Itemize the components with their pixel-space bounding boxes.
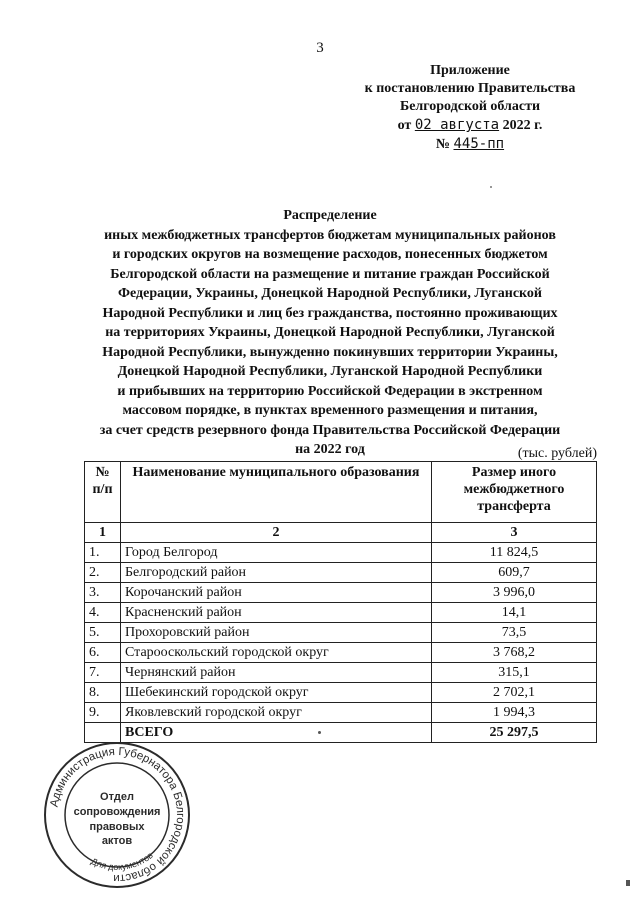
row-amount: 73,5 <box>432 623 597 643</box>
row-number: 7. <box>85 663 121 683</box>
row-municipality: Город Белгород <box>121 543 432 563</box>
header-transfer-amount: Размер иного межбюджетного трансферта <box>432 462 597 523</box>
row-number: 1. <box>85 543 121 563</box>
row-amount: 2 702,1 <box>432 683 597 703</box>
row-number: 2. <box>85 563 121 583</box>
row-amount: 609,7 <box>432 563 597 583</box>
header-municipality: Наименование муниципального образования <box>121 462 432 523</box>
row-municipality: Прохоровский район <box>121 623 432 643</box>
row-amount: 11 824,5 <box>432 543 597 563</box>
stamp-center-line: правовых <box>89 821 145 833</box>
stamp-ring-text: Администрация Губернатора Белгородской области <box>48 745 187 885</box>
row-municipality: Корочанский район <box>121 583 432 603</box>
stamp-center-line: Отдел <box>100 791 134 803</box>
row-number: 9. <box>85 703 121 723</box>
title-line: за счет средств резервного фонда Правительства Российской Федерации <box>99 422 561 438</box>
header-number: № п/п <box>85 462 121 523</box>
total-label: ВСЕГО <box>121 723 432 743</box>
row-amount: 315,1 <box>432 663 597 683</box>
table-row <box>85 663 597 683</box>
row-number: 6. <box>85 643 121 663</box>
official-stamp <box>42 740 192 890</box>
appendix-line-2: Белгородской области <box>399 99 541 114</box>
units-label: (тыс. рублей) <box>517 446 597 461</box>
row-amount: 14,1 <box>432 603 597 623</box>
speck-mark <box>318 731 321 734</box>
stamp-center-line: актов <box>101 835 133 847</box>
title-line: и прибывших на территорию Российской Федерации в экстренном <box>117 383 543 399</box>
row-number: 8. <box>85 683 121 703</box>
appendix-date <box>330 116 610 135</box>
table-row <box>85 583 597 603</box>
date-suffix: 2022 г. <box>502 118 543 133</box>
stamp-graphic <box>42 740 192 890</box>
row-amount: 3 768,2 <box>432 643 597 663</box>
title-line: массовом порядке, в пунктах временного размещения и питания, <box>122 403 538 418</box>
number-handwritten: 445-пп <box>453 136 505 152</box>
document-title <box>60 206 600 460</box>
title-line: на территориях Украины, Донецкой Народной Республики, Луганской <box>105 325 555 340</box>
stamp-center-line: сопровождения <box>73 806 161 818</box>
title-line: иных межбюджетных трансфертов бюджетам муниципальных районов <box>104 227 556 243</box>
table-row <box>85 563 597 583</box>
table-row <box>85 623 597 643</box>
row-number: 3. <box>85 583 121 603</box>
table-row <box>85 603 597 623</box>
appendix-block <box>330 62 610 154</box>
date-prefix: от <box>397 118 412 133</box>
title-line: Федерации, Украины, Донецкой Народной Республики, Луганской <box>117 286 542 301</box>
speck-mark <box>626 880 630 886</box>
title-line: и городских округов на возмещение расходов, понесенных бюджетом <box>112 247 548 262</box>
date-handwritten: 02 августа <box>414 117 500 133</box>
distribution-table <box>84 461 597 743</box>
number-prefix: № <box>435 137 450 152</box>
row-amount: 1 994,3 <box>432 703 597 723</box>
table-row <box>85 703 597 723</box>
title-line: Донецкой Народной Республики, Луганской Народной Республики <box>117 364 543 379</box>
table-row <box>85 643 597 663</box>
appendix-number <box>330 135 610 154</box>
row-number: 5. <box>85 623 121 643</box>
row-amount: 3 996,0 <box>432 583 597 603</box>
table-row <box>85 683 597 703</box>
title-line: Народной Республики, вынужденно покинувших территории Украины, <box>102 344 558 360</box>
stamp-bottom-text: Для документов <box>89 850 155 872</box>
row-municipality: Красненский район <box>121 603 432 623</box>
row-municipality: Шебекинский городской округ <box>121 683 432 703</box>
page-number: 3 <box>316 40 324 56</box>
title-line: Народной Республики и лиц без гражданства, постоянно проживающих <box>102 305 558 321</box>
title-line: Распределение <box>283 208 377 223</box>
row-municipality: Белгородский район <box>121 563 432 583</box>
title-line: на 2022 год <box>295 442 365 457</box>
column-number: 2 <box>121 523 432 543</box>
speck-mark <box>490 186 492 188</box>
appendix-line-1: к постановлению Правительства <box>364 81 576 96</box>
table-row <box>85 543 597 563</box>
row-municipality: Старооскольский городской округ <box>121 643 432 663</box>
column-number: 1 <box>85 523 121 543</box>
appendix-title: Приложение <box>430 63 510 78</box>
column-number-row <box>85 523 597 543</box>
title-line: Белгородской области на размещение и питание граждан Российской <box>110 266 550 282</box>
row-municipality: Чернянский район <box>121 663 432 683</box>
row-municipality: Яковлевский городской округ <box>121 703 432 723</box>
row-number: 4. <box>85 603 121 623</box>
column-number: 3 <box>432 523 597 543</box>
total-value: 25 297,5 <box>432 723 597 743</box>
table-header-row <box>85 462 597 523</box>
